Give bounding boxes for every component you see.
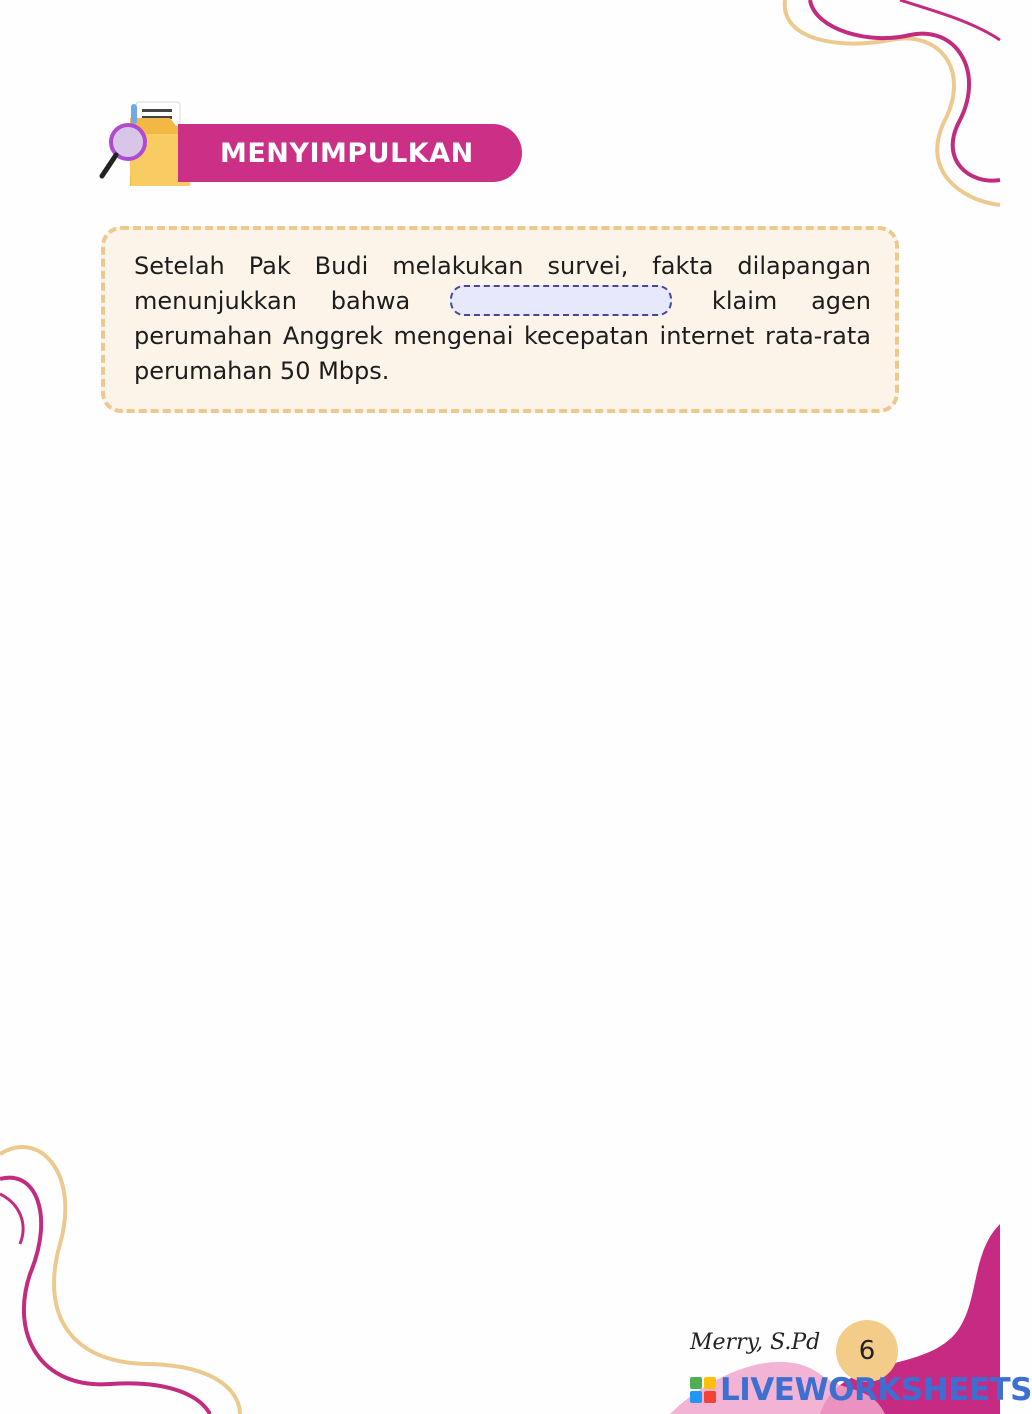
conclusion-text-before: Setelah Pak Budi melakukan survei, fakta dilapangan menunjukkan bahwa [134,252,871,315]
section-title: MENYIMPULKAN [178,124,522,182]
liveworksheets-grid-icon [690,1377,716,1403]
answer-blank-input[interactable] [450,285,672,316]
page-number-badge: 6 [836,1320,898,1382]
conclusion-text-after: klaim agen perumahan Anggrek mengenai kecepatan internet rata-rata perumahan 50 Mbps. [134,287,871,385]
author-signature: Merry, S.Pd [690,1330,821,1355]
liveworksheets-logo[interactable] [690,1372,1032,1408]
liveworksheets-wordmark: LIVEWORKSHEETS [720,1372,1032,1408]
decorative-swirl-top-right [770,0,1000,215]
conclusion-paragraph [134,249,871,389]
decorative-swirl-bottom-left [0,1134,250,1414]
conclusion-box [101,226,899,413]
